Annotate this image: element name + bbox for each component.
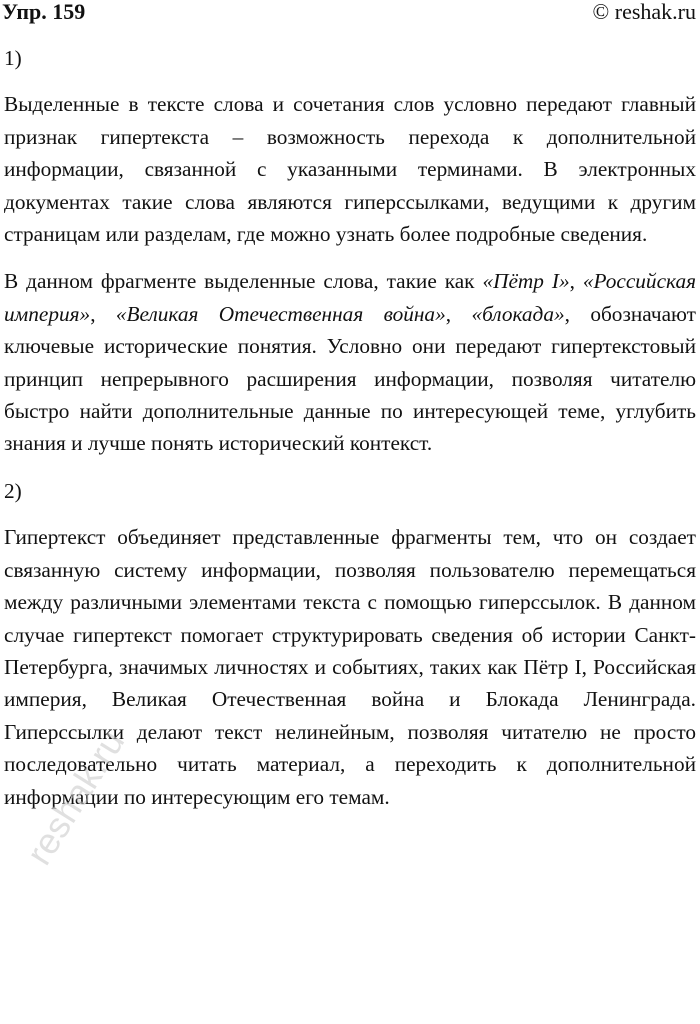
separator: , <box>445 301 472 326</box>
section-1-marker: 1) <box>4 46 22 70</box>
paragraph-rest: , обозначают ключевые исторические понятия. Условно они передают гипертекстовый принцип непрерывного расширения информации, позволяя читателю быстро найти дополнительные данные по интересующей теме, углубить знания и лучше понять исторический контекст. <box>4 301 696 456</box>
term-russian-empire: «Российская империя» <box>4 269 697 326</box>
page-header <box>2 0 696 26</box>
term-peter-i: «Пётр I» <box>482 269 570 294</box>
section-2-paragraph-1: Гипертекст объединяет представленные фрагменты тем, что он создает связанную систему информации, позволяя пользователю перемещаться между различными элементами текста с помощью гиперссылок. В данном случае гипертекст помогает структурировать сведения об истории Санкт-Петербурга, значимых личностях и событиях, таких как Пётр I, Российская империя, Великая Отечественная война и Блокада Ленинграда. Гиперссылки делают текст нелинейным, позволяя читателю не просто последовательно читать материал, а переходить к дополнительной информации по интересующим его темам. <box>4 525 696 809</box>
separator: , <box>90 301 116 326</box>
section-1-paragraph-1: Выделенные в тексте слова и сочетания слов условно передают главный признак гипертекста – возможность перехода к дополнительной информации, связанной с указанными терминами. В электронных документах такие слова являются гиперссылками, ведущими к другим страницам или разделам, где можно узнать более подробные сведения. <box>4 92 696 247</box>
term-blockade: «блокада» <box>471 301 565 326</box>
separator: , <box>569 269 583 294</box>
section-1-paragraph-2 <box>4 265 696 459</box>
exercise-number: Упр. 159 <box>2 0 86 24</box>
source-copyright: © reshak.ru <box>592 0 696 24</box>
section-2-marker: 2) <box>4 478 22 503</box>
paragraph-intro: В данном фрагменте выделенные слова, такие как <box>4 269 483 294</box>
term-great-patriotic-war: «Великая Отечественная война» <box>115 301 446 326</box>
watermark: reshak.ru <box>18 722 133 872</box>
answer-content <box>4 42 696 828</box>
